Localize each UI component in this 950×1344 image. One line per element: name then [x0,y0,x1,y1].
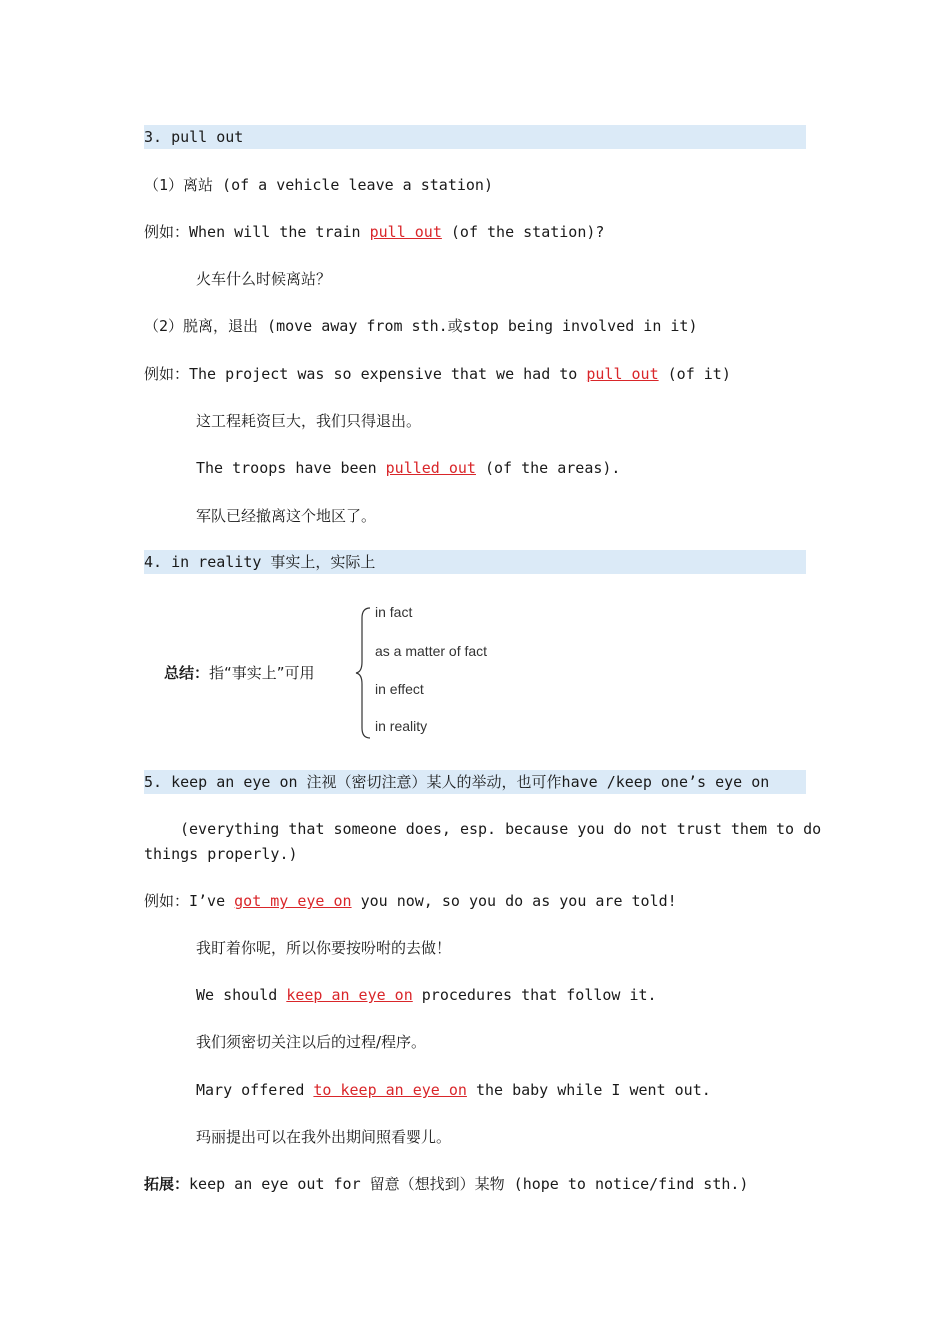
summary-label [164,662,315,683]
example-5 [196,985,657,1005]
highlight-phrase: pull out [369,223,442,241]
translation-5: 我们须密切关注以后的过程/程序。 [196,1033,427,1051]
extension-label: 拓展： [144,1175,190,1193]
example-4 [144,891,677,911]
example-text: The troops have been [196,459,386,477]
example-1 [144,222,604,242]
translation-6: 玛丽提出可以在我外出期间照看婴儿。 [196,1128,452,1146]
translation-2: 这工程耗资巨大，我们只得退出。 [196,412,422,430]
brace-icon [354,606,374,740]
highlight-phrase: got my eye on [234,892,352,910]
definition-line-1: (everything that someone does, esp. because you do not trust them to do [180,820,822,838]
example-text: you now, so you do as you are told! [351,892,677,910]
section-4-heading: 4. in reality 事实上，实际上 [144,550,806,574]
section-3-heading: 3. pull out [144,125,806,149]
example-2 [144,364,731,384]
summary-text: 指“事实上”可用 [209,664,315,682]
sense-1: （1）离站 (of a vehicle leave a station) [144,176,493,194]
example-text: procedures that follow it. [412,986,657,1004]
highlight-phrase: pulled out [385,459,476,477]
example-3 [196,458,620,478]
translation-1: 火车什么时候离站？ [196,270,332,288]
option-in-fact: in fact [375,604,413,620]
option-in-effect: in effect [375,681,424,697]
example-text: (of the station)? [441,223,605,241]
highlight-phrase: pull out [586,365,659,383]
option-as-a-matter-of-fact: as a matter of fact [375,643,488,659]
option-in-reality: in reality [375,718,428,734]
section-5-heading: 5. keep an eye on 注视（密切注意）某人的举动，也可作have /keep one’s eye on [144,770,806,794]
example-text: 例如：I’ve [144,892,235,910]
extension-text: keep an eye out for 留意（想找到）某物 (hope to notice/find sth.) [189,1175,749,1193]
extension [144,1174,748,1194]
translation-4: 我盯着你呢，所以你要按吩咐的去做！ [196,939,452,957]
example-text: the baby while I went out. [466,1081,711,1099]
example-text: Mary offered [196,1081,314,1099]
example-text: (of the areas). [475,459,621,477]
highlight-phrase: keep an eye on [286,986,413,1004]
highlight-phrase: to keep an eye on [313,1081,467,1099]
example-text: (of it) [658,365,731,383]
definition-line-2: things properly.) [144,845,298,863]
example-text: 例如：When will the train [144,223,370,241]
example-6 [196,1080,711,1100]
translation-3: 军队已经撤离这个地区了。 [196,507,377,525]
example-text: We should [196,986,287,1004]
sense-2: （2）脱离，退出 (move away from sth.或stop being involved in it) [144,317,698,335]
summary-bold: 总结： [164,664,210,682]
example-text: 例如：The project was so expensive that we had to [144,365,587,383]
